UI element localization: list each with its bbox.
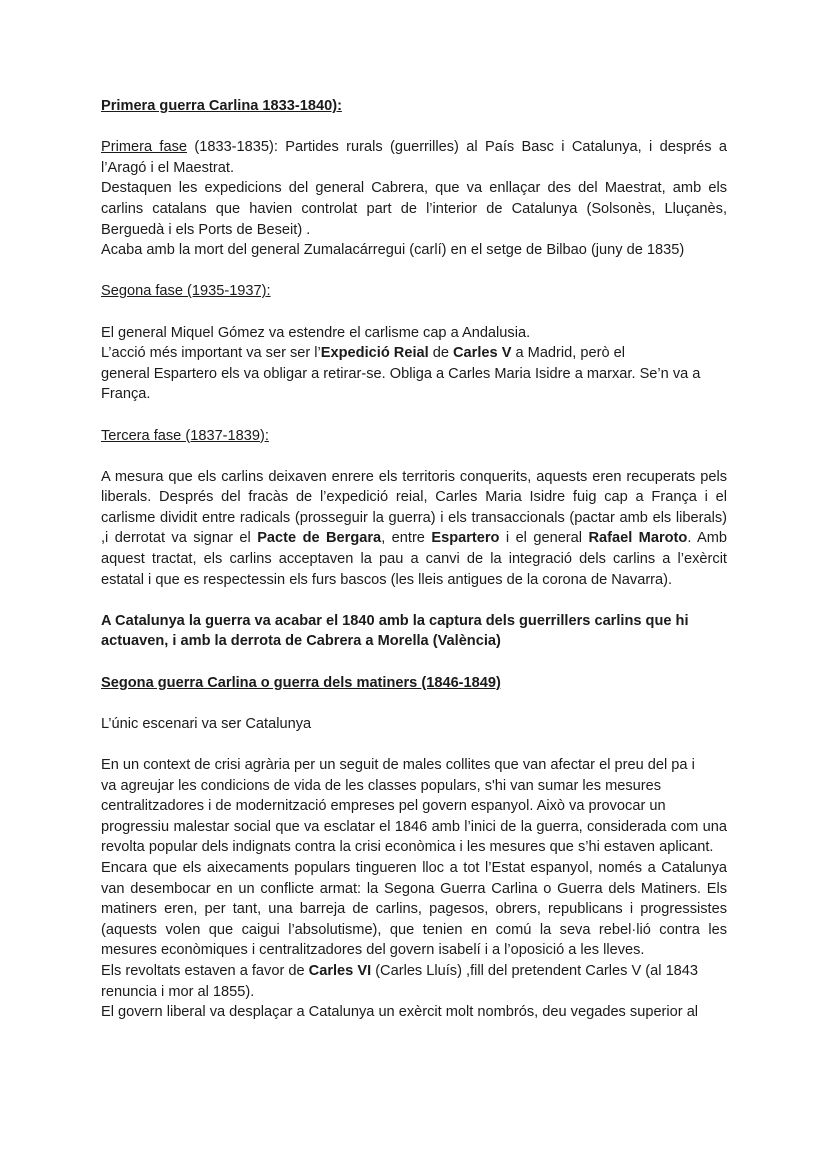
- bold-expedicio-reial: Expedició Reial: [320, 345, 429, 362]
- phase1-text: (1833-1835): Partides rurals (guerrilles) al País Basc i Catalunya, i després a l’Aragó i el Maestrat.: [101, 139, 727, 176]
- phase1-label: Primera fase: [101, 139, 188, 156]
- paragraph-zumalacarregui: Acaba amb la mort del general Zumalacárregui (carlí) en el setge de Bilbao (juny de 1835): [101, 242, 685, 259]
- text-run: (Carles Lluís) ,fill del pretendent Carles V (al 1843: [371, 962, 699, 979]
- paragraph-gomez: El general Miquel Gómez va estendre el carlisme cap a Andalusia.: [101, 324, 531, 341]
- text-run: , entre: [381, 530, 432, 547]
- paragraph-matiners: Encara que els aixecaments populars tingueren lloc a tot l’Estat espanyol, només a Catalunya van desembocar en un conflicte armat: la Segona Guerra Carlina o Guerra dels Matiners. Els matiners eren, per tant, una barreja de carlins, pagesos, obrers, republicans i progressistes (aquests volen que caigui l’absolutisme), que tenien en comú la seva rebel·lió contra les mesures econòmiques i centralitzadores del govern isabelí i a l’oposició a les lleves.: [101, 859, 727, 959]
- text-run: a Madrid, però el: [511, 345, 626, 362]
- text-run: A mesura que els carlins deixaven enrere els territoris conquerits, aquests eren recuperats pels liberals. Després del fracàs de l’expedició reial, Carles Maria Isidre fuig cap a França i el carlisme dividit entre radicals (prosseguir la guerra) i els transaccionals (pactar amb els liberals) ,i derrotat va signar el: [101, 468, 727, 547]
- paragraph-unic-escenari: L’únic escenari va ser Catalunya: [101, 715, 312, 732]
- paragraph-expedition: [101, 343, 727, 364]
- text-run: de: [428, 345, 454, 362]
- paragraph-govern-liberal: El govern liberal va desplaçar a Catalunya un exèrcit molt nombrós, deu vegades superior al: [101, 1004, 699, 1021]
- paragraph-cabrera: Destaquen les expedicions del general Cabrera, que va enllaçar des del Maestrat, amb els carlins catalans que havien controlat part de l’interior de Catalunya (Solsonès, Lluçanès, Berguedà i els Ports de Beseit) .: [101, 180, 727, 238]
- text-run: . Amb aquest tractat, els carlins acceptaven la pau a canvi de la integració dels carlins a l’exèrcit estatal i que es respectessin els furs bascos (les lleis antigues de la corona de Navarra).: [101, 530, 728, 588]
- paragraph-context-line3: centralitzadores i de modernització empreses pel govern espanyol. Això va provocar un: [101, 798, 666, 815]
- text-run: i el general: [499, 530, 589, 547]
- section-title-first-war: Primera guerra Carlina 1833-1840):: [101, 98, 342, 114]
- paragraph-phase1-intro: [101, 137, 727, 178]
- paragraph-context-line2: va agreujar les condicions de vida de les classes populars, s'hi van sumar les mesures: [101, 777, 662, 794]
- text-run: Els revoltats estaven a favor de: [101, 962, 309, 979]
- paragraph-espartero: general Espartero els va obligar a retirar-se. Obliga a Carles Maria Isidre a marxar. Se’n va a França.: [101, 365, 701, 403]
- bold-espartero: Espartero: [431, 530, 500, 547]
- bold-rafael-maroto: Rafael Maroto: [588, 530, 688, 547]
- paragraph-carles-vi: [101, 961, 727, 982]
- section-title-second-war: Segona guerra Carlina o guerra dels matiners (1846-1849): [101, 674, 501, 691]
- bold-pacte-bergara: Pacte de Bergara: [257, 530, 382, 547]
- heading-phase2: Segona fase (1935-1937):: [101, 283, 271, 300]
- text-run: L’acció més important va ser ser l’: [101, 345, 321, 362]
- bold-carles-vi: Carles VI: [308, 962, 372, 979]
- paragraph-bergara: [101, 467, 727, 591]
- heading-phase3: Tercera fase (1837-1839):: [101, 427, 269, 444]
- paragraph-renuncia: renuncia i mor al 1855).: [101, 983, 255, 1000]
- bold-carles-v: Carles V: [453, 345, 512, 362]
- paragraph-context-line1: En un context de crisi agrària per un seguit de males collites que van afectar el preu del pa i: [101, 757, 695, 773]
- document-page: [101, 96, 727, 1023]
- paragraph-conclusion: A Catalunya la guerra va acabar el 1840 amb la captura dels guerrillers carlins que hi actuaven, i amb la derrota de Cabrera a Morella (València): [101, 612, 689, 650]
- paragraph-context-line4: progressiu malestar social que va esclatar el 1846 amb l’inici de la guerra, considerada com una revolta popular dels indignats contra la crisi econòmica i les mesures que s’hi estaven aplicant.: [101, 818, 727, 856]
